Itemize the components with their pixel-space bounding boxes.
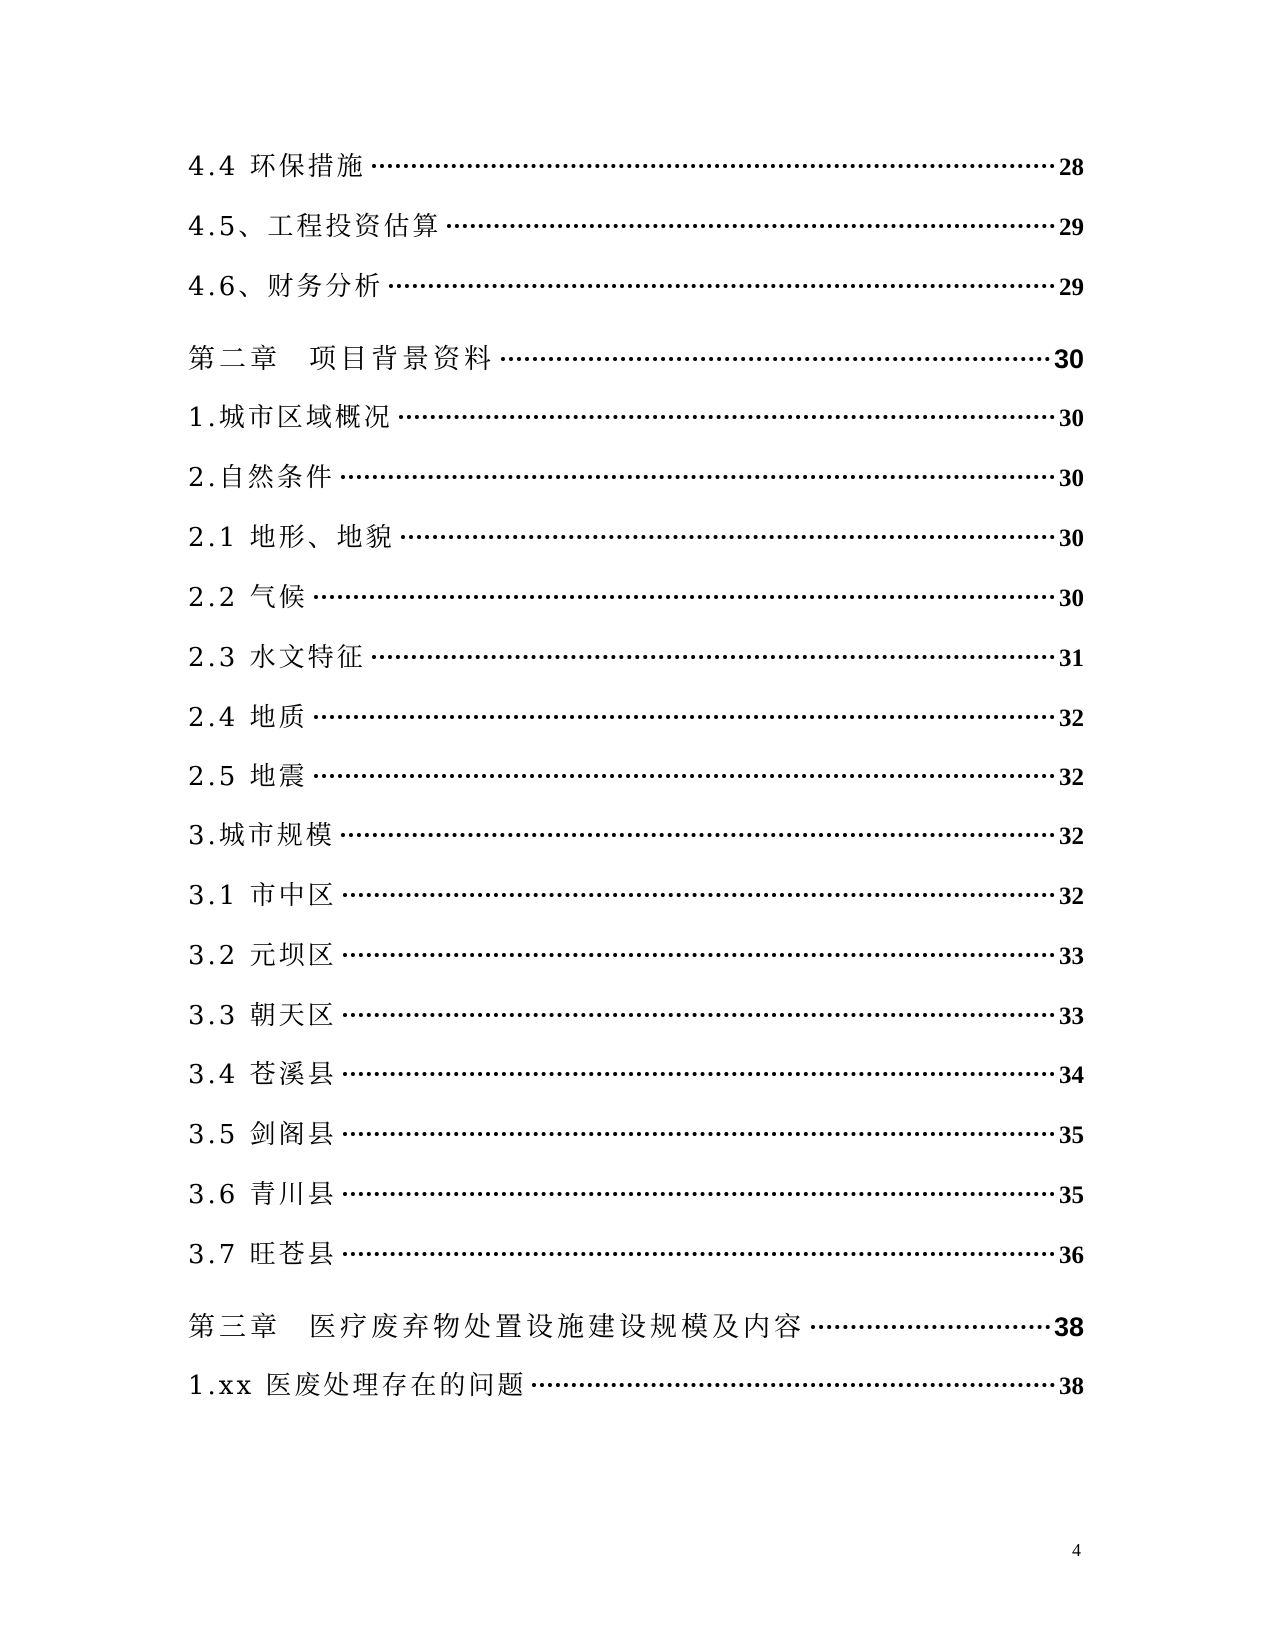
toc-entry-page: 36 <box>1059 1242 1084 1269</box>
toc-entry-page: 30 <box>1053 344 1084 374</box>
toc-entry-page: 38 <box>1059 1373 1084 1400</box>
toc-entry-label: 2.自然条件 <box>188 463 335 493</box>
dot-leader <box>343 1072 1055 1076</box>
toc-entry-label: 3.7 旺苍县 <box>188 1240 337 1270</box>
toc-entry-label: 3.1 市中区 <box>188 881 337 911</box>
toc-entry[interactable] <box>188 756 1084 793</box>
toc-entry-label: 2.1 地形、地貌 <box>188 523 395 553</box>
toc-entry[interactable] <box>188 815 1084 852</box>
toc-entry-label: 4.4 环保措施 <box>188 152 366 182</box>
dot-leader <box>343 1132 1055 1136</box>
toc-entry-label: 2.4 地质 <box>188 703 308 733</box>
toc-chapter-label <box>188 1305 805 1344</box>
toc-entry-page: 38 <box>1053 1312 1084 1342</box>
toc-entry-page: 35 <box>1059 1182 1084 1209</box>
dot-leader <box>314 715 1055 719</box>
dot-leader <box>341 475 1055 479</box>
toc-entry-label: 1.xx 医废处理存在的问题 <box>188 1371 527 1401</box>
toc-entry-page: 33 <box>1059 1003 1084 1030</box>
toc-entry-label: 2.3 水文特征 <box>188 643 366 673</box>
toc-entry-page: 35 <box>1059 1122 1084 1149</box>
dot-leader <box>532 1383 1055 1387</box>
toc-entry-label: 2.2 气候 <box>188 583 308 613</box>
toc-entry[interactable] <box>188 206 1084 243</box>
dot-leader <box>811 1325 1050 1329</box>
toc-entry[interactable] <box>188 1114 1084 1151</box>
dot-leader <box>447 224 1055 228</box>
toc-entry-page: 29 <box>1059 214 1084 241</box>
toc-entry-page: 29 <box>1059 274 1084 301</box>
toc-entry-label: 3.4 苍溪县 <box>188 1060 337 1090</box>
toc-chapter-entry[interactable] <box>188 337 1084 376</box>
dot-leader <box>341 833 1055 837</box>
dot-leader <box>314 774 1055 778</box>
toc-entry-label: 1.城市区域概况 <box>188 403 393 433</box>
dot-leader <box>343 893 1055 897</box>
toc-entry-label: 4.6、财务分析 <box>188 272 384 302</box>
chapter-title: 项目背景资料 <box>309 344 495 375</box>
toc-entry[interactable] <box>188 1174 1084 1211</box>
dot-leader <box>501 357 1050 361</box>
toc-entry-label: 4.5、工程投资估算 <box>188 212 442 242</box>
toc-chapter-label <box>188 337 495 376</box>
toc-entry-page: 31 <box>1059 645 1084 672</box>
chapter-number: 第三章 <box>188 1312 281 1343</box>
toc-chapter-entry[interactable] <box>188 1305 1084 1344</box>
toc-entry[interactable] <box>188 457 1084 494</box>
dot-leader <box>343 953 1055 957</box>
toc-entry-page: 30 <box>1059 465 1084 492</box>
toc-entry-label: 3.城市规模 <box>188 821 335 851</box>
toc-entry[interactable] <box>188 146 1084 183</box>
toc-entry[interactable] <box>188 397 1084 434</box>
dot-leader <box>343 1013 1055 1017</box>
dot-leader <box>343 1252 1055 1256</box>
toc-entry-label: 3.5 剑阁县 <box>188 1120 337 1150</box>
toc-entry[interactable] <box>188 697 1084 734</box>
toc-entry-page: 30 <box>1059 585 1084 612</box>
dot-leader <box>401 535 1055 539</box>
toc-entry-page: 32 <box>1059 764 1084 791</box>
chapter-number: 第二章 <box>188 344 281 375</box>
toc-entry-label: 2.5 地震 <box>188 762 308 792</box>
toc-entry[interactable] <box>188 1054 1084 1091</box>
toc-entry[interactable] <box>188 577 1084 614</box>
dot-leader <box>314 595 1055 599</box>
toc-entry[interactable] <box>188 935 1084 972</box>
dot-leader <box>399 415 1055 419</box>
dot-leader <box>372 164 1055 168</box>
dot-leader <box>389 284 1055 288</box>
dot-leader <box>343 1192 1055 1196</box>
toc-entry-page: 28 <box>1059 154 1084 181</box>
toc-entry-page: 32 <box>1059 883 1084 910</box>
toc-entry-page: 34 <box>1059 1062 1084 1089</box>
chapter-title: 医疗废弃物处置设施建设规模及内容 <box>309 1312 805 1343</box>
toc-entry-label: 3.2 元坝区 <box>188 941 337 971</box>
toc-entry[interactable] <box>188 517 1084 554</box>
toc-entry[interactable] <box>188 266 1084 303</box>
toc-entry[interactable] <box>188 875 1084 912</box>
toc-entry-page: 32 <box>1059 705 1084 732</box>
toc-entry[interactable] <box>188 1365 1084 1402</box>
toc-entry-label: 3.3 朝天区 <box>188 1001 337 1031</box>
toc-entry-label: 3.6 青川县 <box>188 1180 337 1210</box>
toc-entry-page: 33 <box>1059 943 1084 970</box>
toc-entry[interactable] <box>188 995 1084 1032</box>
toc-entry[interactable] <box>188 1234 1084 1271</box>
page-number: 4 <box>1072 1540 1081 1560</box>
toc-entry[interactable] <box>188 637 1084 674</box>
dot-leader <box>372 655 1055 659</box>
toc-entry-page: 30 <box>1059 525 1084 552</box>
toc-entry-page: 32 <box>1059 823 1084 850</box>
toc-entry-page: 30 <box>1059 405 1084 432</box>
